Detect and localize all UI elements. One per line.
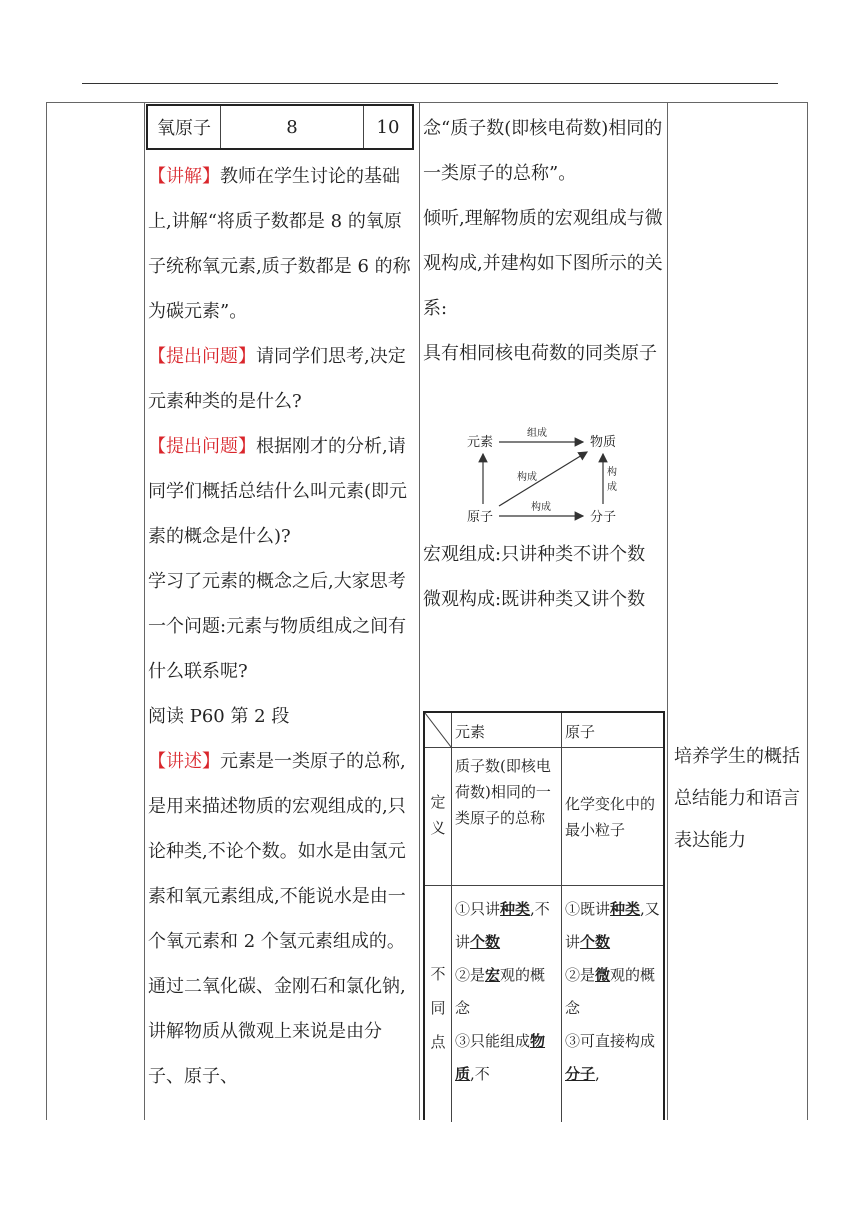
cmp-header-atom: 原子 (565, 723, 596, 741)
diagram-molecule-label: 分子 (590, 510, 617, 525)
element-substance-diagram (455, 420, 635, 530)
design-intent-text: 培养学生的概括总结能力和语言表达能力 (674, 746, 800, 851)
at-diff-1c: ,又讲 (565, 900, 660, 951)
cmp-diagonal-line (425, 713, 451, 747)
teacher-activity-column (148, 154, 414, 1099)
table-left-border (46, 102, 47, 1120)
at-diff-2b: 微 (595, 966, 611, 984)
el-diff-3a: ③只能组成 (455, 1032, 531, 1050)
macro-composition-text: 宏观组成:只讲种类不讲个数 (423, 544, 646, 565)
column-divider-1 (144, 102, 145, 1120)
at-diff-3a: ③可直接构成 (565, 1032, 656, 1050)
column-divider-3 (667, 102, 668, 1120)
explain-paragraph (148, 154, 414, 334)
cmp-header-element: 元素 (455, 723, 486, 741)
diagram-constitute-bottom-label: 构成 (531, 502, 551, 513)
el-diff-3c: ,不 (470, 1065, 490, 1083)
question-tag-1: 【提出问题】 (148, 346, 256, 367)
narrate-paragraph (148, 739, 414, 1099)
el-diff-3b: 物质 (455, 1032, 546, 1083)
question-text-1: 请同学们思考,决定元素种类的是什么? (148, 346, 406, 412)
atom-to-substance-arrow (499, 452, 587, 506)
question-paragraph-2 (148, 424, 414, 559)
diagram-element-label: 元素 (467, 435, 494, 450)
student-activity-column-lower (423, 532, 665, 622)
at-diff-1b: 种类 (610, 900, 641, 918)
diagram-compose-label: 组成 (527, 428, 547, 439)
at-diff-1d: 个数 (580, 933, 611, 951)
at-diff-3b: 分子 (565, 1065, 596, 1083)
diagram-substance-label: 物质 (590, 435, 617, 450)
question-tag-2: 【提出问题】 (148, 436, 256, 457)
diagram-constitute-diag-label: 构成 (517, 472, 537, 483)
cmp-element-definition: 质子数(即核电荷数)相同的一类原子的总称 (455, 757, 551, 827)
table-top-border (46, 102, 808, 103)
oxygen-atom-row (146, 104, 414, 150)
student-activity-column (423, 106, 665, 376)
cmp-row-line-2 (425, 885, 663, 886)
at-diff-2c: 观的概念 (565, 966, 656, 1017)
cmp-atom-differences (565, 893, 661, 1091)
column-divider-2 (419, 102, 420, 1120)
el-diff-2b: 宏 (485, 966, 501, 984)
student-text-2: 倾听,理解物质的宏观组成与微观构成,并建构如下图所示的关系: (423, 208, 663, 319)
narrate-text: 元素是一类原子的总称,是用来描述物质的宏观组成的,只论种类,不论个数。如水是由氢元素和氧元素组成,不能说水是由一个氧元素和 2 个氢元素组成的。通过二氧化碳、金刚石和氯化钠,讲解物质从微观上来说是由分子、原子、 (148, 751, 406, 1087)
question-text-2: 根据刚才的分析,请同学们概括总结什么叫元素(即元素的概念是什么)? (148, 436, 408, 547)
diagram-constitute-right-label-1: 构 (607, 467, 617, 478)
student-text-1: 念“质子数(即核电荷数)相同的一类原子的总称”。 (423, 118, 663, 184)
atom-name-cell: 氧原子 (148, 106, 221, 148)
el-diff-2c: 观的概念 (455, 966, 546, 1017)
el-diff-1b: 种类 (500, 900, 531, 918)
micro-constitution-text: 微观构成:既讲种类又讲个数 (423, 589, 646, 610)
diagram-atom-label: 原子 (467, 510, 494, 525)
diagram-constitute-right-label-2: 成 (607, 482, 617, 493)
header-rule (82, 83, 778, 84)
explain-tag: 【讲解】 (148, 166, 220, 187)
think-paragraph: 学习了元素的概念之后,大家思考一个问题:元素与物质组成之间有什么联系呢? (148, 571, 407, 682)
cmp-col-line-2 (561, 713, 562, 1122)
el-diff-1c: ,不讲 (455, 900, 550, 951)
el-diff-1d: 个数 (470, 933, 501, 951)
cmp-difference-label: 不同点 (430, 965, 446, 1051)
neutron-count-cell: 10 (376, 116, 400, 138)
read-paragraph: 阅读 P60 第 2 段 (148, 706, 290, 727)
cmp-col-line-1 (451, 713, 452, 1122)
at-diff-2a: ②是 (565, 966, 596, 984)
proton-count-cell: 8 (221, 106, 364, 148)
cmp-row-line-1 (425, 747, 663, 748)
element-atom-comparison-table (423, 711, 665, 1120)
question-paragraph-1 (148, 334, 414, 424)
cmp-definition-label: 定义 (430, 793, 446, 837)
at-diff-1a: ①既讲 (565, 900, 611, 918)
el-diff-1a: ①只讲 (455, 900, 501, 918)
el-diff-2a: ②是 (455, 966, 486, 984)
at-diff-3c: , (595, 1065, 600, 1083)
cmp-atom-definition: 化学变化中的最小粒子 (565, 795, 656, 839)
explain-text: 教师在学生讨论的基础上,讲解“将质子数都是 8 的氧原子统称氧元素,质子数都是 6 的称为碳元素”。 (148, 166, 411, 322)
student-text-3: 具有相同核电荷数的同类原子 (423, 343, 657, 364)
cmp-element-differences (455, 893, 559, 1091)
narrate-tag: 【讲述】 (148, 751, 220, 772)
table-right-border (807, 102, 808, 1120)
